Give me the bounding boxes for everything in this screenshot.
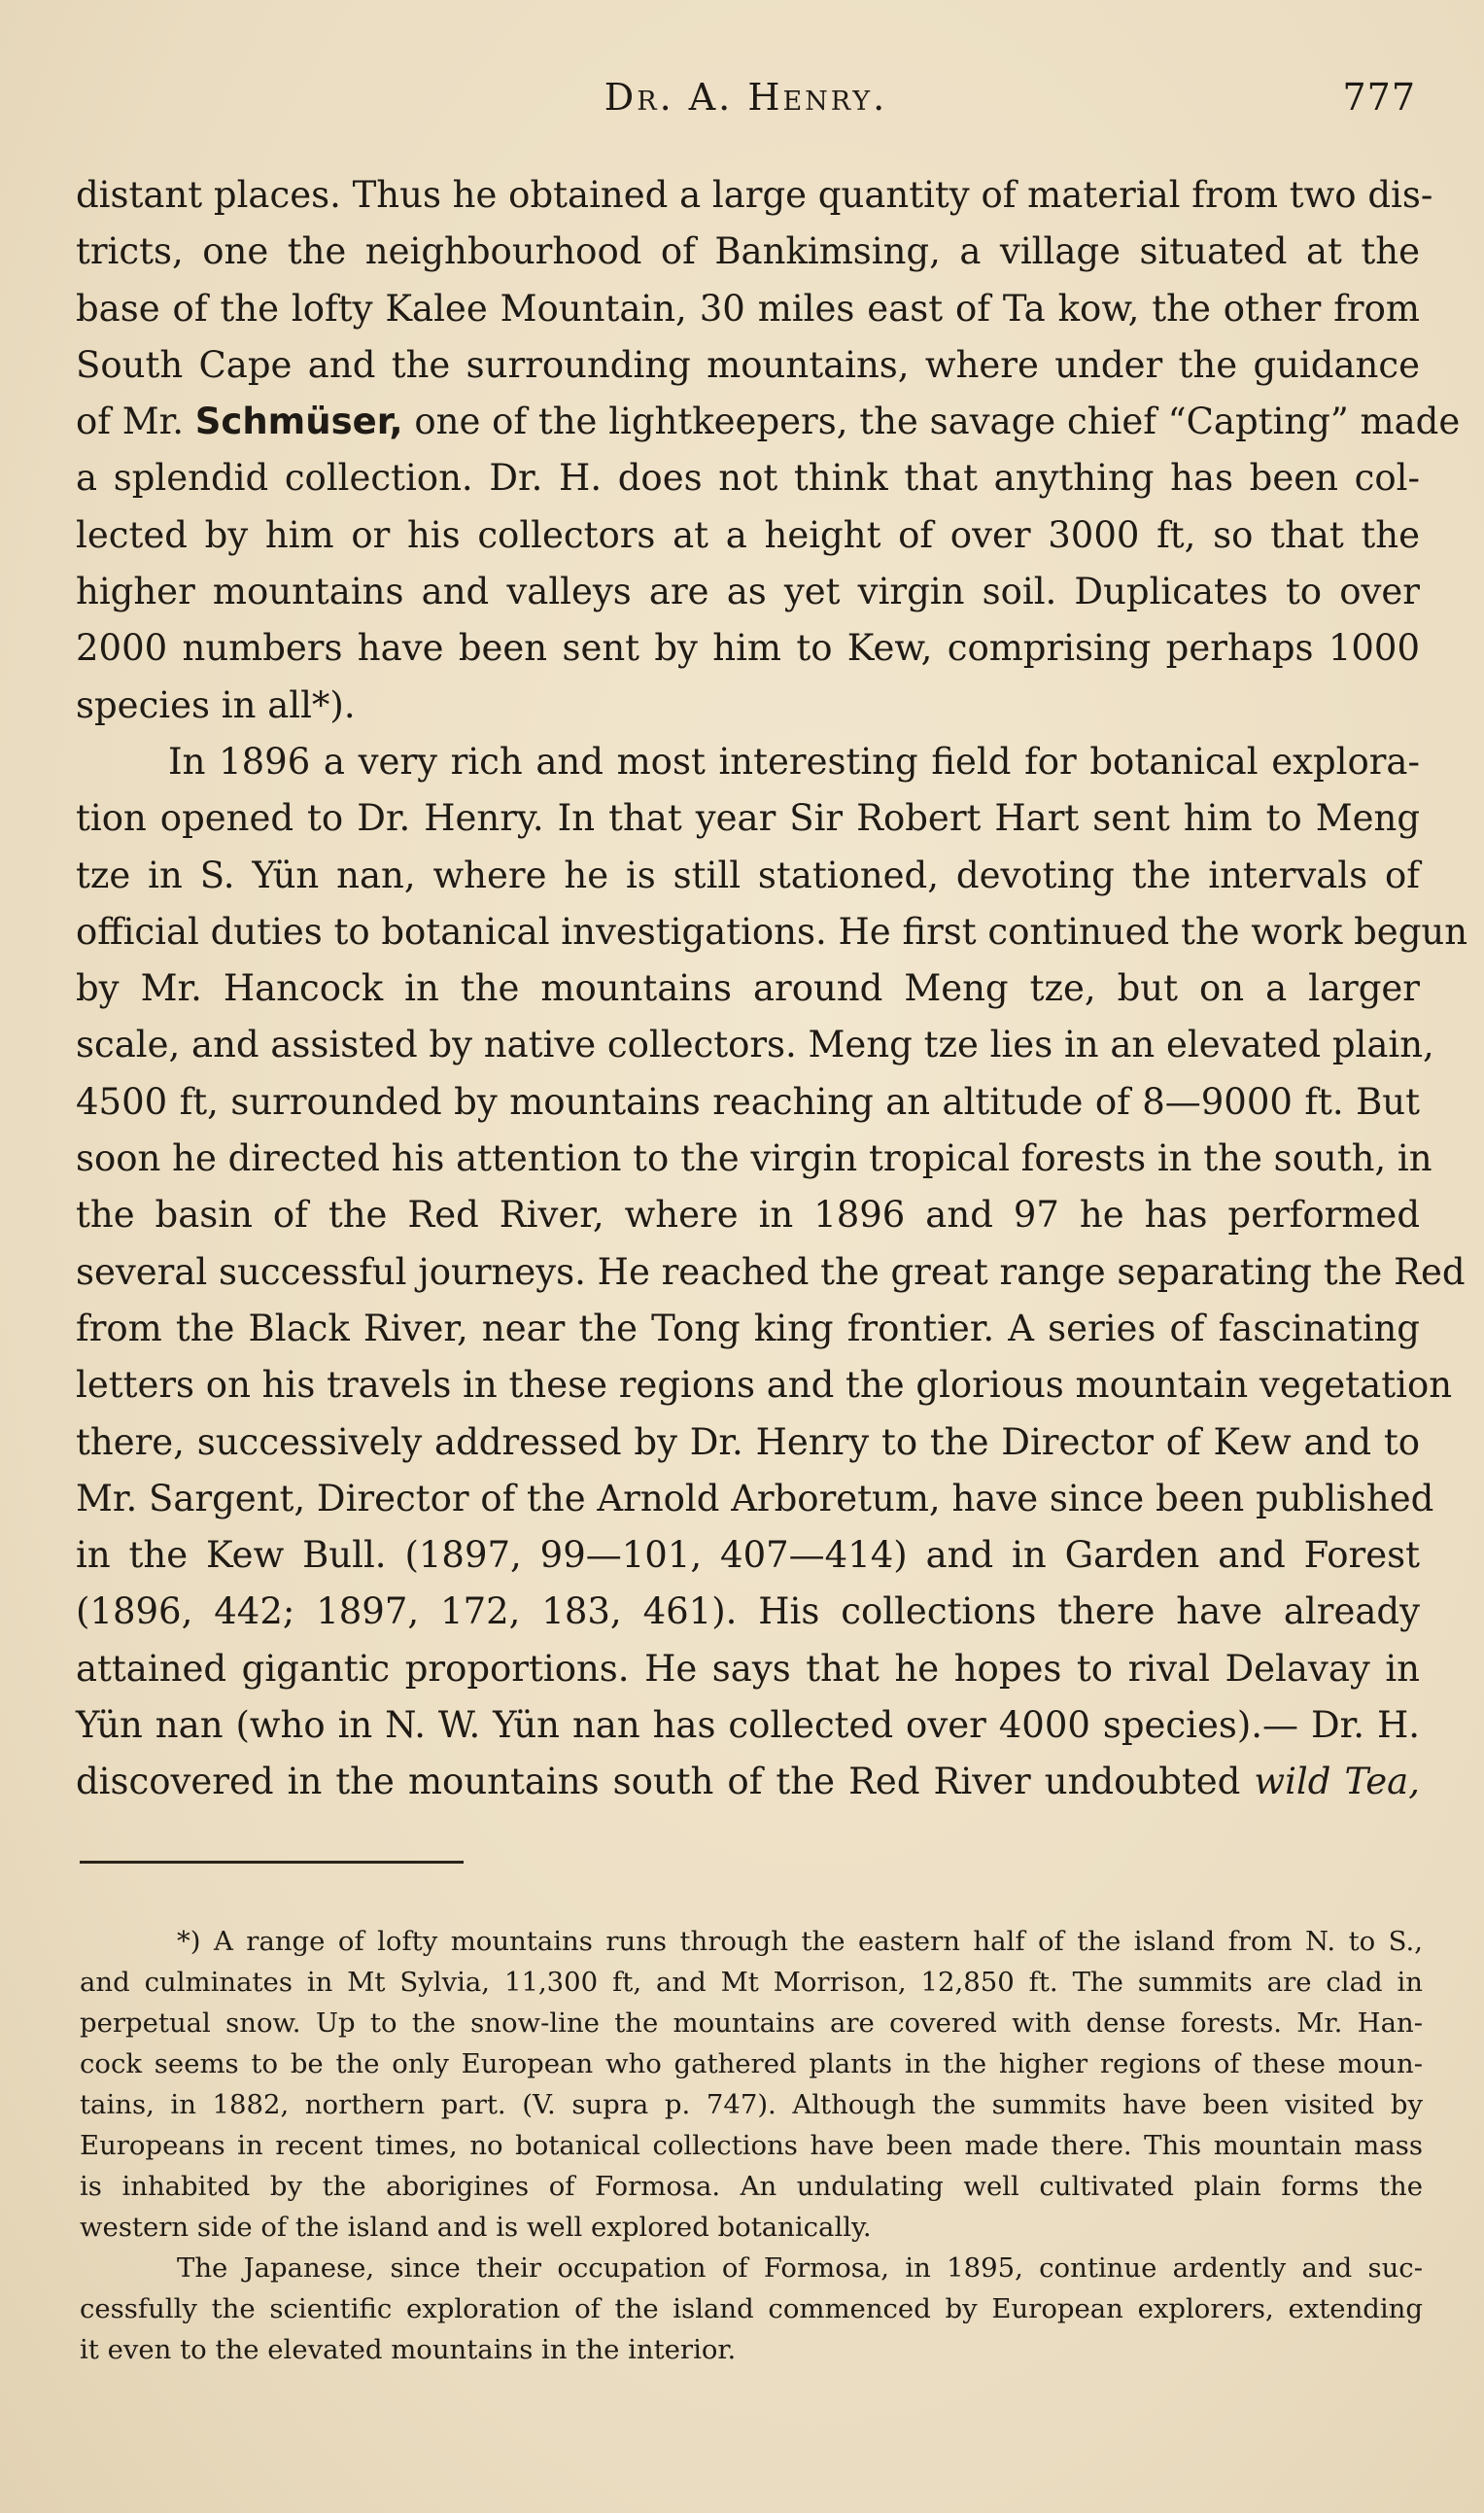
body-line: in the Kew Bull. (1897, 99—101, 407—414) and in Garden and Forest [76,1534,1420,1577]
body-line: from the Black River, near the Tong king frontier. A series of fascinating [76,1307,1420,1349]
body-line [76,394,1461,450]
body-line: Mr. Sargent, Director of the Arnold Arboretum, have since been published [76,1477,1434,1519]
body-line: letters on his travels in these regions and the glorious mountain vegetation [76,1364,1453,1407]
body-line: attained gigantic proportions. He says that he hopes to rival Delavay in [76,1647,1420,1690]
footnote-line: is inhabited by the aborigines of Formosa. An undulating well cultivated plain forms the [80,2171,1423,2202]
body-line: In 1896 a very rich and most interesting field for botanical explora- [168,740,1420,783]
running-head [76,76,1416,124]
footnote-line: Europeans in recent times, no botanical collections have been made there. This mountain mass [80,2130,1423,2161]
body-line: scale, and assisted by native collectors. Meng tze lies in an elevated plain, [76,1024,1434,1066]
body-line: tricts, one the neighbourhood of Bankimsing, a village situated at the [76,230,1420,273]
footnote-line: it even to the elevated mountains in the interior. [80,2334,737,2365]
running-head-title: Dr. A. Henry. [604,76,888,119]
italic-phrase: wild Tea, [1254,1761,1420,1803]
body-line: by Mr. Hancock in the mountains around Meng tze, but on a larger [76,967,1420,1010]
body-line [76,1754,1420,1810]
footnote-line: *) A range of lofty mountains runs through the eastern half of the island from N. to S., [177,1926,1423,1957]
footnote-line: perpetual snow. Up to the snow-line the mountains are covered with dense forests. Mr. Han- [80,2007,1423,2039]
person-name: Schmüser, [194,401,403,443]
body-line: tze in S. Yün nan, where he is still stationed, devoting the intervals of [76,854,1420,896]
body-line: official duties to botanical investigations. He first continued the work begun [76,910,1468,953]
body-line: (1896, 442; 1897, 172, 183, 461). His collections there have already [76,1590,1420,1633]
body-line: several successful journeys. He reached the great range separating the Red [76,1250,1466,1293]
body-line: tion opened to Dr. Henry. In that year Sir Robert Hart sent him to Meng [76,797,1420,840]
body-line: South Cape and the surrounding mountains, where under the guidance [76,343,1420,386]
footnote-line: tains, in 1882, northern part. (V. supra p. 747). Although the summits have been visited by [80,2089,1423,2120]
body-line: species in all*). [76,683,356,726]
footnote-line: and culminates in Mt Sylvia, 11,300 ft, and Mt Morrison, 12,850 ft. The summits are clad in [80,1967,1423,1998]
body-line: 2000 numbers have been sent by him to Kew, comprising perhaps 1000 [76,627,1420,670]
body-line: lected by him or his collectors at a height of over 3000 ft, so that the [76,513,1420,556]
footnote-rule [80,1861,464,1864]
body-line-lead: of Mr. [76,401,195,443]
body-text [76,167,1468,1811]
body-line: soon he directed his attention to the virgin tropical forests in the south, in [76,1137,1432,1180]
footnotes [80,1921,1423,2370]
body-line: 4500 ft, surrounded by mountains reaching an altitude of 8—9000 ft. But [76,1080,1420,1123]
footnote-line: cock seems to be the only European who gathered plants in the higher regions of these moun- [80,2048,1423,2079]
body-line-lead: discovered in the mountains south of the Red River undoubted [76,1761,1255,1803]
footnote-line: The Japanese, since their occupation of Formosa, in 1895, continue ardently and suc- [177,2252,1423,2284]
footnote-line: western side of the island and is well explored botanically. [80,2212,872,2243]
body-line: base of the lofty Kalee Mountain, 30 miles east of Ta kow, the other from [76,287,1420,330]
footnote-line: cessfully the scientific exploration of the island commenced by European explorers, extending [80,2293,1423,2324]
body-line: distant places. Thus he obtained a large quantity of material from two dis- [76,174,1433,216]
body-line: the basin of the Red River, where in 1896 and 97 he has performed [76,1194,1420,1237]
body-line: there, successively addressed by Dr. Henry to the Director of Kew and to [76,1420,1420,1463]
body-line: higher mountains and valleys are as yet virgin soil. Duplicates to over [76,571,1420,613]
body-line: Yün nan (who in N. W. Yün nan has collected over 4000 species).— Dr. H. [76,1704,1420,1747]
body-line: a splendid collection. Dr. H. does not think that anything has been col- [76,457,1420,500]
body-line-rest: one of the lightkeepers, the savage chief “Capting” made [402,401,1461,443]
page-number: 777 [1342,76,1416,119]
